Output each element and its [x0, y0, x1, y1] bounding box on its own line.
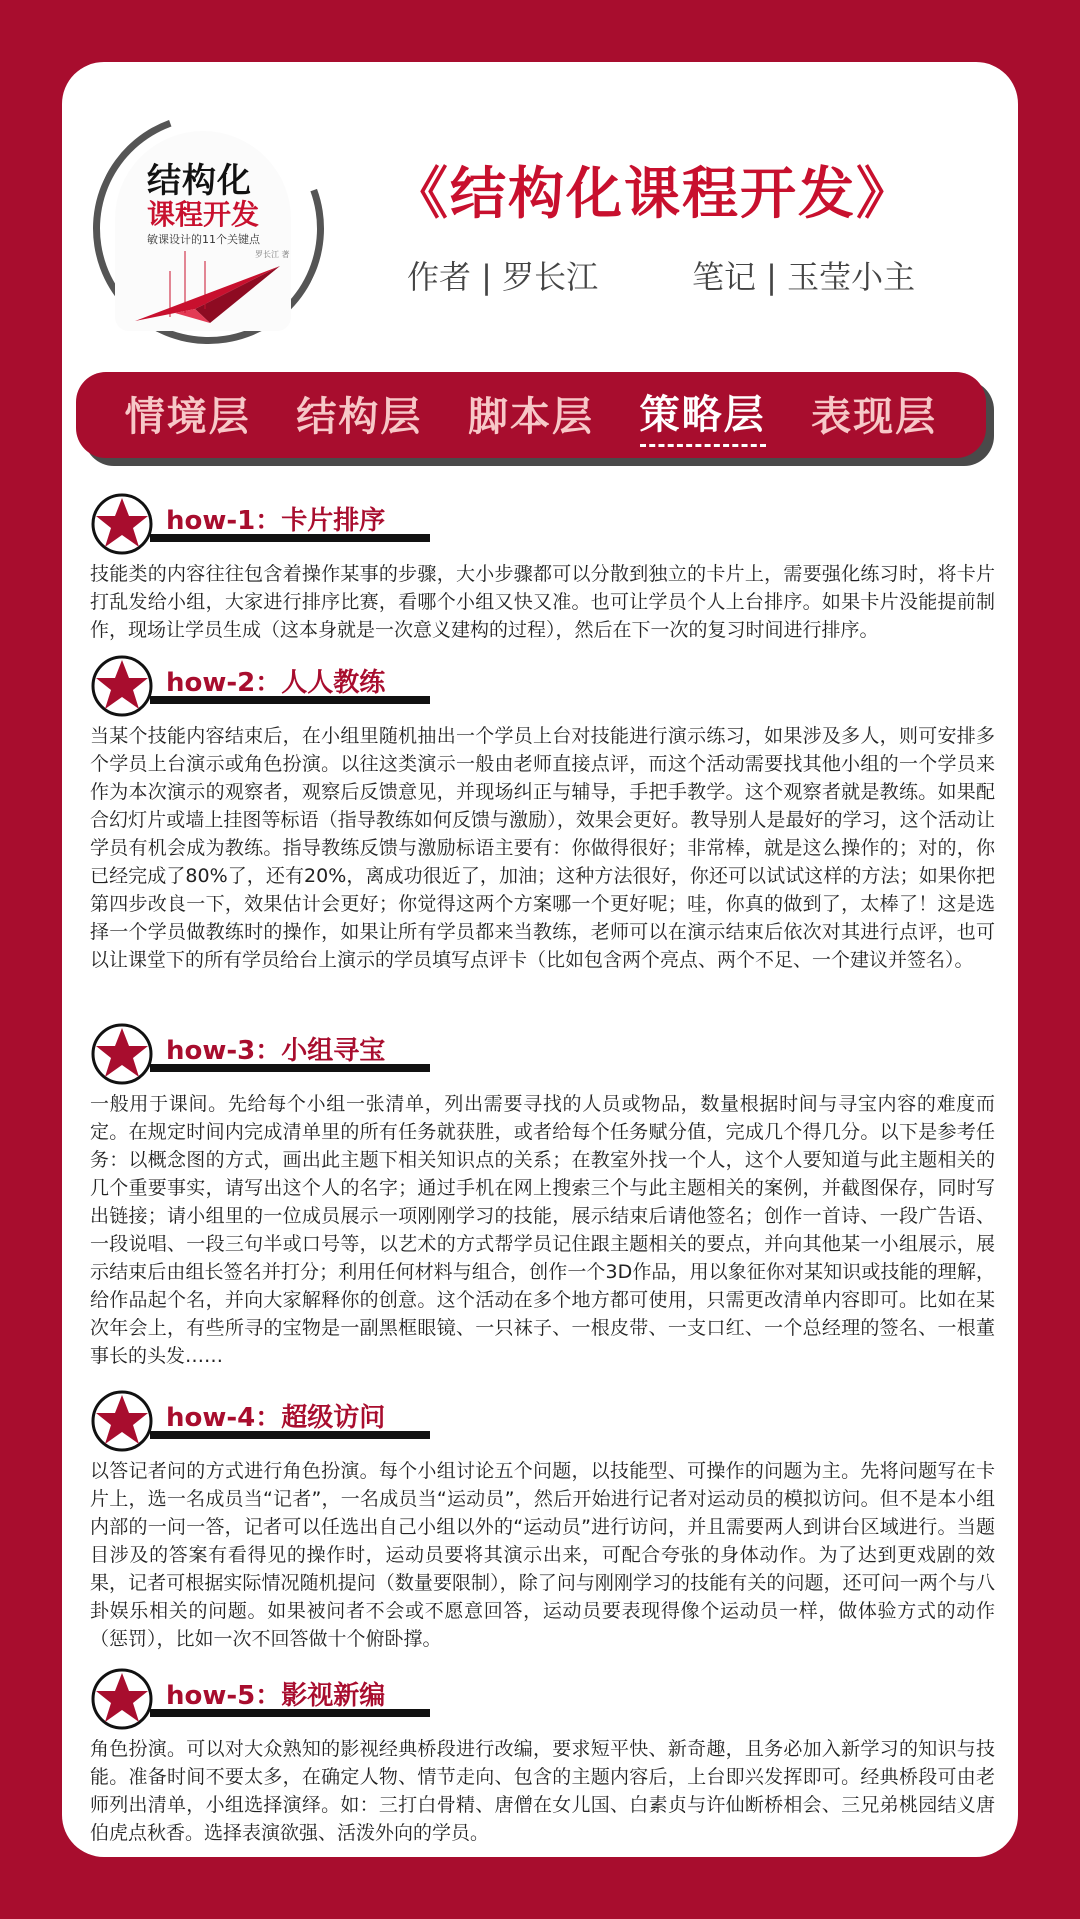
section-title: how-4：超级访问	[166, 1403, 386, 1433]
star-icon	[90, 654, 154, 718]
layer-tabs	[76, 372, 986, 458]
section-title: how-3：小组寻宝	[166, 1036, 386, 1066]
content-card	[62, 62, 1018, 1857]
author-label: 作者 | 罗长江	[407, 258, 599, 296]
section-body: 角色扮演。可以对大众熟知的影视经典桥段进行改编，要求短平快、新奇趣，且务必加入新学习的知识与技能。准备时间不要太多，在确定人物、情节走向、包含的主题内容后，上台即兴发挥即可。经典桥段可由老师列出清单，小组选择演绎。如：三打白骨精、唐僧在女儿国、白素贞与许仙断桥相会、三兄弟桃园结义唐伯虎点秋香。选择表演欲强、活泼外向的学员。	[90, 1738, 995, 1844]
section-title: how-2：人人教练	[166, 668, 386, 698]
cover-title-line1: 结构化	[147, 161, 252, 201]
cover-title-line2: 课程开发	[147, 198, 260, 231]
tab-structure-layer[interactable]: 结构层	[296, 393, 423, 440]
tab-presentation-layer[interactable]: 表现层	[811, 393, 938, 440]
paper-plane-icon	[115, 251, 291, 331]
section-how-1	[90, 492, 995, 644]
note-author-label: 笔记 | 玉莹小主	[692, 258, 916, 296]
section-how-3	[90, 1022, 995, 1370]
section-body: 一般用于课间。先给每个小组一张清单，列出需要寻找的人员或物品，数量根据时间与寻宝内容的难度而定。在规定时间内完成清单里的所有任务就获胜，或者给每个任务赋分值，完成几个得几分。以下是参考任务：以概念图的方式，画出此主题下相关知识点的关系；在教室外找一个人，这个人要知道与此主题相关的几个重要事实，请写出这个人的名字；通过手机在网上搜索三个与此主题相关的案例，并截图保存，同时写出链接；请小组里的一位成员展示一项刚刚学习的技能，展示结束后请他签名；创作一首诗、一段广告语、一段说唱、一段三句半或口号等，以艺术的方式帮学员记住跟主题相关的要点，并向其他某一小组展示，展示结束后由组长签名并打分；利用任何材料与组合，创作一个3D作品，用以象征你对某知识或技能的理解，给作品起个名，并向大家解释你的创意。这个活动在多个地方都可使用，只需更改清单内容即可。比如在某次年会上，有些所寻的宝物是一副黑框眼镜、一只袜子、一根皮带、一支口红、一个总经理的签名、一根董事长的头发……	[90, 1093, 995, 1367]
cover-author: 罗长江 著	[255, 250, 290, 259]
section-how-4	[90, 1389, 995, 1653]
star-icon	[90, 1667, 154, 1731]
cover-subtitle: 敏课设计的11个关键点	[147, 233, 260, 246]
section-title: how-1：卡片排序	[166, 506, 386, 536]
page-title: 《结构化课程开发》	[392, 162, 914, 227]
star-icon	[90, 1389, 154, 1453]
tab-scenario-layer[interactable]: 情境层	[124, 393, 251, 440]
section-how-5	[90, 1667, 995, 1847]
tab-script-layer[interactable]: 脚本层	[467, 393, 594, 440]
book-cover	[93, 113, 324, 344]
section-title: how-5：影视新编	[166, 1681, 386, 1711]
section-how-2	[90, 654, 995, 974]
section-body: 当某个技能内容结束后，在小组里随机抽出一个学员上台对技能进行演示练习，如果涉及多人，则可安排多个学员上台演示或角色扮演。以往这类演示一般由老师直接点评，而这个活动需要找其他小组的一个学员来作为本次演示的观察者，观察后反馈意见，并现场纠正与辅导，手把手教学。这个观察者就是教练。如果配合幻灯片或墙上挂图等标语（指导教练如何反馈与激励），效果会更好。教导别人是最好的学习，这个活动让学员有机会成为教练。指导教练反馈与激励标语主要有：你做得很好；非常棒，就是这么操作的；对的，你已经完成了80%了，还有20%，离成功很近了，加油；这种方法很好，你还可以试试这样的方法；如果你把第四步改良一下，效果估计会更好；你觉得这两个方案哪一个更好呢；哇，你真的做到了，太棒了！这是选择一个学员做教练时的操作，如果让所有学员都来当教练，老师可以在演示结束后依次对其进行点评，也可以让课堂下的所有学员给台上演示的学员填写点评卡（比如包含两个亮点、两个不足、一个建议并签名）。	[90, 725, 995, 971]
section-body: 以答记者问的方式进行角色扮演。每个小组讨论五个问题，以技能型、可操作的问题为主。先将问题写在卡片上，选一名成员当“记者”，一名成员当“运动员”，然后开始进行记者对运动员的模拟访问。但不是本小组内部的一问一答，记者可以任选出自己小组以外的“运动员”进行访问，并且需要两人到讲台区域进行。当题目涉及的答案有看得见的操作时，运动员要将其演示出来，可配合夸张的身体动作。为了达到更戏剧的效果，记者可根据实际情况随机提问（数量要限制），除了问与刚刚学习的技能有关的问题，还可问一两个与八卦娱乐相关的问题。如果被问者不会或不愿意回答，运动员要表现得像个运动员一样，做体验方式的动作（惩罚），比如一次不回答做十个俯卧撑。	[90, 1460, 995, 1650]
star-icon	[90, 1022, 154, 1086]
section-body: 技能类的内容往往包含着操作某事的步骤，大小步骤都可以分散到独立的卡片上，需要强化练习时，将卡片打乱发给小组，大家进行排序比赛，看哪个小组又快又准。也可让学员个人上台排序。如果卡片没能提前制作，现场让学员生成（这本身就是一次意义建构的过程），然后在下一次的复习时间进行排序。	[90, 563, 995, 641]
cover-image	[115, 131, 291, 331]
tab-strategy-layer[interactable]: 策略层	[640, 383, 766, 447]
star-icon	[90, 492, 154, 556]
